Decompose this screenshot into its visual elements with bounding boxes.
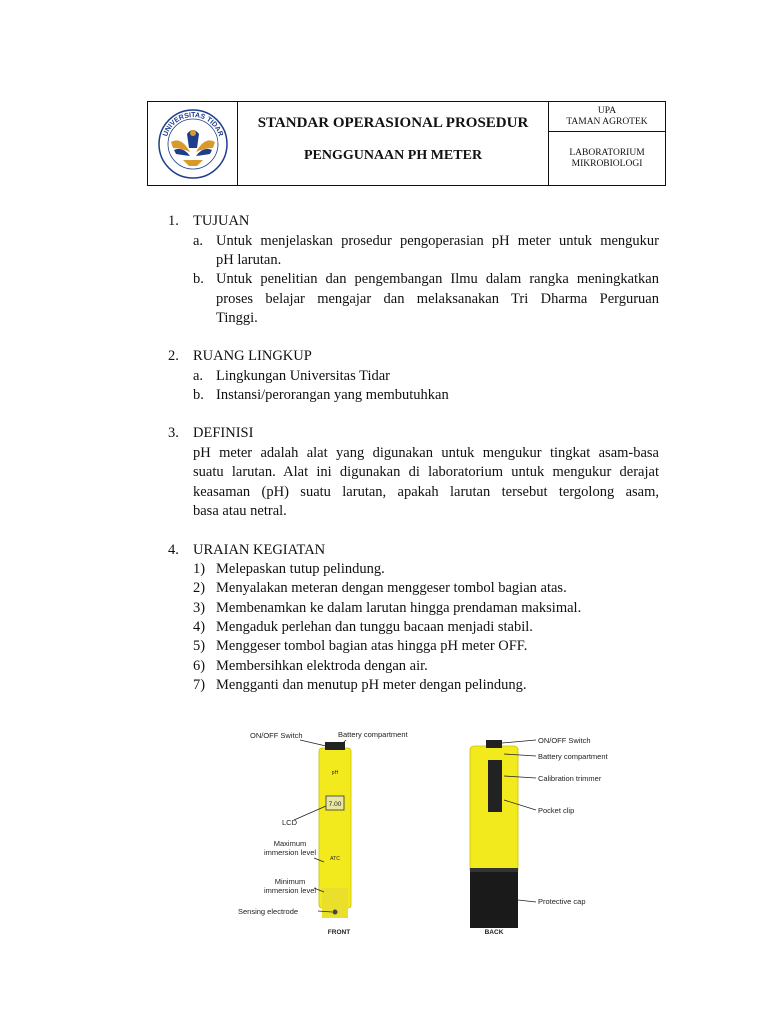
front-min-label-1: Minimum bbox=[274, 877, 306, 886]
section-number: 2. bbox=[168, 348, 179, 364]
logo-cell bbox=[148, 102, 238, 185]
logo-text: UNIVERSITAS TIDAR bbox=[161, 111, 224, 137]
sop-subtitle: PENGGUNAAN PH METER bbox=[303, 148, 483, 163]
unit-name bbox=[549, 102, 665, 132]
section-2-heading bbox=[168, 347, 312, 367]
step-number: 2) bbox=[193, 580, 206, 596]
section-title: DEFINISI bbox=[193, 425, 254, 441]
item-marker: b. bbox=[193, 271, 204, 287]
section-number: 3. bbox=[168, 425, 179, 441]
step-number: 6) bbox=[193, 658, 206, 674]
definisi-line-4: basa atau netral. bbox=[193, 503, 287, 519]
back-caption: BACK bbox=[484, 929, 504, 936]
front-caption: FRONT bbox=[327, 929, 351, 936]
step-text: Membersihkan elektroda dengan air. bbox=[216, 658, 428, 674]
definisi-line-1: pH meter adalah alat yang digunakan untuk mengukur tingkat asam-basa bbox=[193, 445, 659, 461]
front-on-off-label: ON/OFF Switch bbox=[250, 731, 303, 740]
step-item bbox=[193, 560, 385, 580]
sop-title: STANDAR OPERASIONAL PROSEDUR bbox=[257, 115, 529, 131]
step-text: Menggeser tombol bagian atas hingga pH meter OFF. bbox=[216, 638, 528, 654]
front-max-label-2: immersion level bbox=[263, 848, 317, 857]
section-1-heading bbox=[168, 212, 249, 232]
front-max-label-1: Maximum bbox=[273, 839, 307, 848]
ruang-b-text: Instansi/perorangan yang membutuhkan bbox=[216, 387, 449, 403]
tujuan-b-line-1: Untuk penelitian dan pengembangan Ilmu dalam rangka meningkatkan bbox=[216, 271, 659, 287]
front-sensing-label: Sensing electrode bbox=[238, 907, 299, 916]
tujuan-a-line-2: pH larutan. bbox=[216, 252, 282, 268]
front-display: 7.00 bbox=[328, 801, 342, 808]
section-4-heading bbox=[168, 541, 325, 561]
step-number: 7) bbox=[193, 677, 206, 693]
item-marker: a. bbox=[193, 233, 204, 249]
front-min-label-2: immersion level bbox=[263, 886, 317, 895]
lab-line-2: MIKROBIOLOGI bbox=[571, 158, 643, 169]
back-meter bbox=[470, 740, 518, 928]
step-number: 1) bbox=[193, 561, 206, 577]
section-3-heading bbox=[168, 424, 253, 444]
step-text: Membenamkan ke dalam larutan hingga prendaman maksimal. bbox=[216, 600, 582, 616]
section-number: 4. bbox=[168, 542, 179, 558]
front-battery-label: Battery compartment bbox=[338, 730, 408, 739]
step-text: Melepaskan tutup pelindung. bbox=[216, 561, 385, 577]
item-marker: b. bbox=[193, 387, 204, 403]
step-number: 5) bbox=[193, 638, 206, 654]
step-item bbox=[193, 657, 428, 677]
step-number: 3) bbox=[193, 600, 206, 616]
ruang-a-text: Lingkungan Universitas Tidar bbox=[216, 368, 390, 384]
front-body-atc: ATC bbox=[330, 856, 340, 862]
title-cell bbox=[238, 102, 549, 185]
university-logo bbox=[157, 108, 229, 180]
tujuan-b-line-3: Tinggi. bbox=[216, 310, 258, 326]
tujuan-b-line-2: proses belajar mengajar dan melaksanakan Tri Dharma Perguruan bbox=[216, 291, 659, 307]
back-cap-label: Protective cap bbox=[538, 897, 586, 906]
sop-header-table bbox=[147, 101, 666, 186]
step-number: 4) bbox=[193, 619, 206, 635]
step-item bbox=[193, 618, 533, 638]
front-body-ph: pH bbox=[331, 770, 339, 776]
back-battery-label: Battery compartment bbox=[538, 752, 608, 761]
step-text: Menyalakan meteran dengan menggeser tombol bagian atas. bbox=[216, 580, 567, 596]
section-title: RUANG LINGKUP bbox=[193, 348, 312, 364]
step-item bbox=[193, 599, 581, 619]
definisi-line-2: suatu larutan. Alat ini digunakan di laboratorium untuk mengukur derajat bbox=[193, 464, 659, 480]
section-number: 1. bbox=[168, 213, 179, 229]
unit-cell bbox=[549, 102, 665, 185]
section-title: URAIAN KEGIATAN bbox=[193, 542, 326, 558]
section-title: TUJUAN bbox=[193, 213, 250, 229]
step-item bbox=[193, 676, 526, 696]
unit-line-1: UPA bbox=[597, 105, 617, 116]
lab-line-1: LABORATORIUM bbox=[569, 147, 645, 158]
definisi-line-3: keasaman (pH) suatu larutan, apakah larutan tersebut tergolong asam, bbox=[193, 484, 659, 500]
item-marker: a. bbox=[193, 368, 204, 384]
ph-meter-figure bbox=[208, 712, 648, 944]
back-calibration-label: Calibration trimmer bbox=[538, 774, 602, 783]
step-item bbox=[193, 579, 567, 599]
lab-name bbox=[549, 132, 665, 185]
step-item bbox=[193, 637, 527, 657]
tujuan-a-line-1: Untuk menjelaskan prosedur pengoperasian pH meter untuk mengukur bbox=[216, 233, 659, 249]
unit-line-2: TAMAN AGROTEK bbox=[566, 116, 648, 127]
back-on-off-label: ON/OFF Switch bbox=[538, 736, 591, 745]
front-lcd-label: LCD bbox=[282, 818, 298, 827]
back-pocket-label: Pocket clip bbox=[538, 806, 575, 815]
step-text: Mengganti dan menutup pH meter dengan pelindung. bbox=[216, 677, 527, 693]
step-text: Mengaduk perlehan dan tunggu bacaan menjadi stabil. bbox=[216, 619, 533, 635]
